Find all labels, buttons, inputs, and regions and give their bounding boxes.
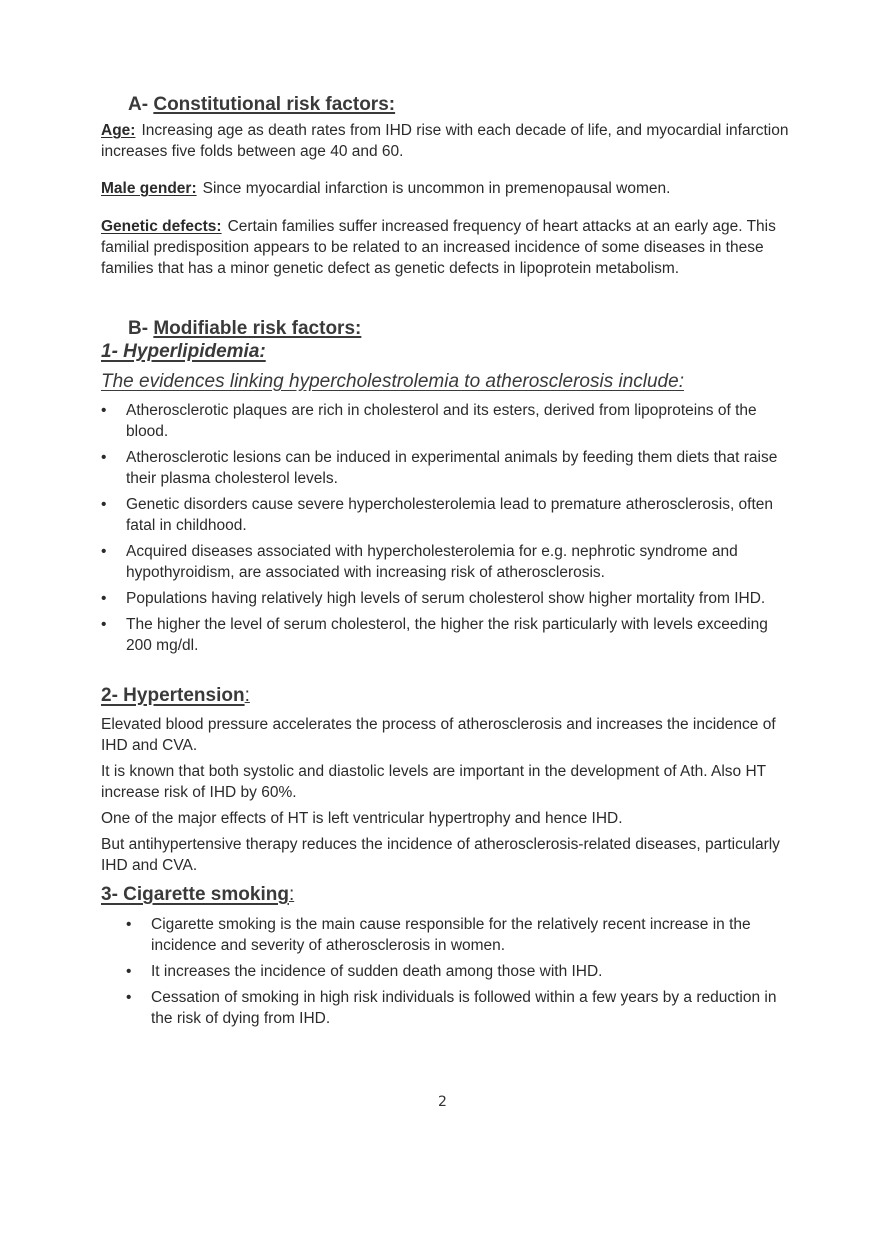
- bullet-icon: •: [101, 496, 107, 513]
- hypertension-paragraphs: [101, 714, 781, 876]
- age-paragraph: [101, 120, 801, 162]
- section-b-prefix: B-: [128, 318, 149, 339]
- hyperlipidemia-list: [101, 400, 796, 661]
- bullet-icon: •: [101, 590, 107, 607]
- male-gender-paragraph: [101, 178, 801, 199]
- hyperlipidemia-heading: 1- Hyperlipidemia:: [101, 341, 266, 362]
- age-text: Increasing age as death rates from IHD rise with each decade of life, and myocardial infarction increases five folds between age 40 and 60.: [101, 122, 789, 160]
- bullet-icon: •: [101, 402, 107, 419]
- male-gender-label: Male gender:: [101, 180, 197, 197]
- list-item: • Atherosclerotic plaques are rich in cholesterol and its esters, derived from lipoproteins of the blood.: [101, 402, 757, 440]
- list-item: • Cigarette smoking is the main cause responsible for the relatively recent increase in the incidence and severity of atherosclerosis in women.: [126, 916, 751, 954]
- paragraph: It is known that both systolic and diastolic levels are important in the development of Ath. Also HT increase risk of IHD by 60%.: [101, 763, 766, 801]
- section-a-prefix: A-: [128, 94, 149, 115]
- smoking-heading: 3- Cigarette smoking:: [101, 884, 295, 905]
- paragraph: But antihypertensive therapy reduces the incidence of atherosclerosis-related diseases, particularly IHD and CVA.: [101, 836, 780, 874]
- list-item: • Populations having relatively high levels of serum cholesterol show higher mortality from IHD.: [101, 590, 766, 607]
- list-item: • It increases the incidence of sudden death among those with IHD.: [126, 963, 603, 980]
- list-item: • Acquired diseases associated with hypercholesterolemia for e.g. nephrotic syndrome and hypothyroidism, are associated with increasing risk of atherosclerosis.: [101, 543, 738, 581]
- male-gender-text: Since myocardial infarction is uncommon in premenopausal women.: [202, 180, 671, 197]
- paragraph: One of the major effects of HT is left ventricular hypertrophy and hence IHD.: [101, 810, 623, 827]
- section-b-title: Modifiable risk factors:: [153, 318, 362, 339]
- age-label: Age:: [101, 122, 136, 139]
- section-a-heading: [128, 94, 395, 116]
- list-item: • Cessation of smoking in high risk individuals is followed within a few years by a reduction in the risk of dying from IHD.: [126, 989, 777, 1027]
- hypertension-heading: 2- Hypertension:: [101, 685, 250, 706]
- paragraph: Elevated blood pressure accelerates the process of atherosclerosis and increases the incidence of IHD and CVA.: [101, 716, 776, 754]
- bullet-icon: •: [101, 449, 107, 466]
- bullet-icon: •: [126, 916, 132, 933]
- list-item: • Atherosclerotic lesions can be induced in experimental animals by feeding them diets that raise their plasma cholesterol levels.: [101, 449, 778, 487]
- genetic-defects-text: Certain families suffer increased frequency of heart attacks at an early age. This familial predisposition appears to be related to an increased incidence of some diseases in these families that has a minor genetic defect as genetic defects in lipoprotein metabolism.: [101, 218, 776, 277]
- bullet-icon: •: [101, 543, 107, 560]
- page-number: 2: [438, 1094, 447, 1110]
- genetic-defects-paragraph: [101, 216, 791, 279]
- section-b-heading: [128, 318, 361, 340]
- hyperlipidemia-subheading: The evidences linking hypercholestrolemia to atherosclerosis include:: [101, 371, 684, 392]
- section-a-title: Constitutional risk factors:: [153, 94, 396, 115]
- bullet-icon: •: [101, 616, 107, 633]
- bullet-icon: •: [126, 989, 132, 1006]
- genetic-defects-label: Genetic defects:: [101, 218, 222, 235]
- smoking-list: [126, 914, 791, 1034]
- list-item: • The higher the level of serum cholesterol, the higher the risk particularly with levels exceeding 200 mg/dl.: [101, 616, 768, 654]
- list-item: • Genetic disorders cause severe hypercholesterolemia lead to premature atherosclerosis, often fatal in childhood.: [101, 496, 774, 534]
- bullet-icon: •: [126, 963, 132, 980]
